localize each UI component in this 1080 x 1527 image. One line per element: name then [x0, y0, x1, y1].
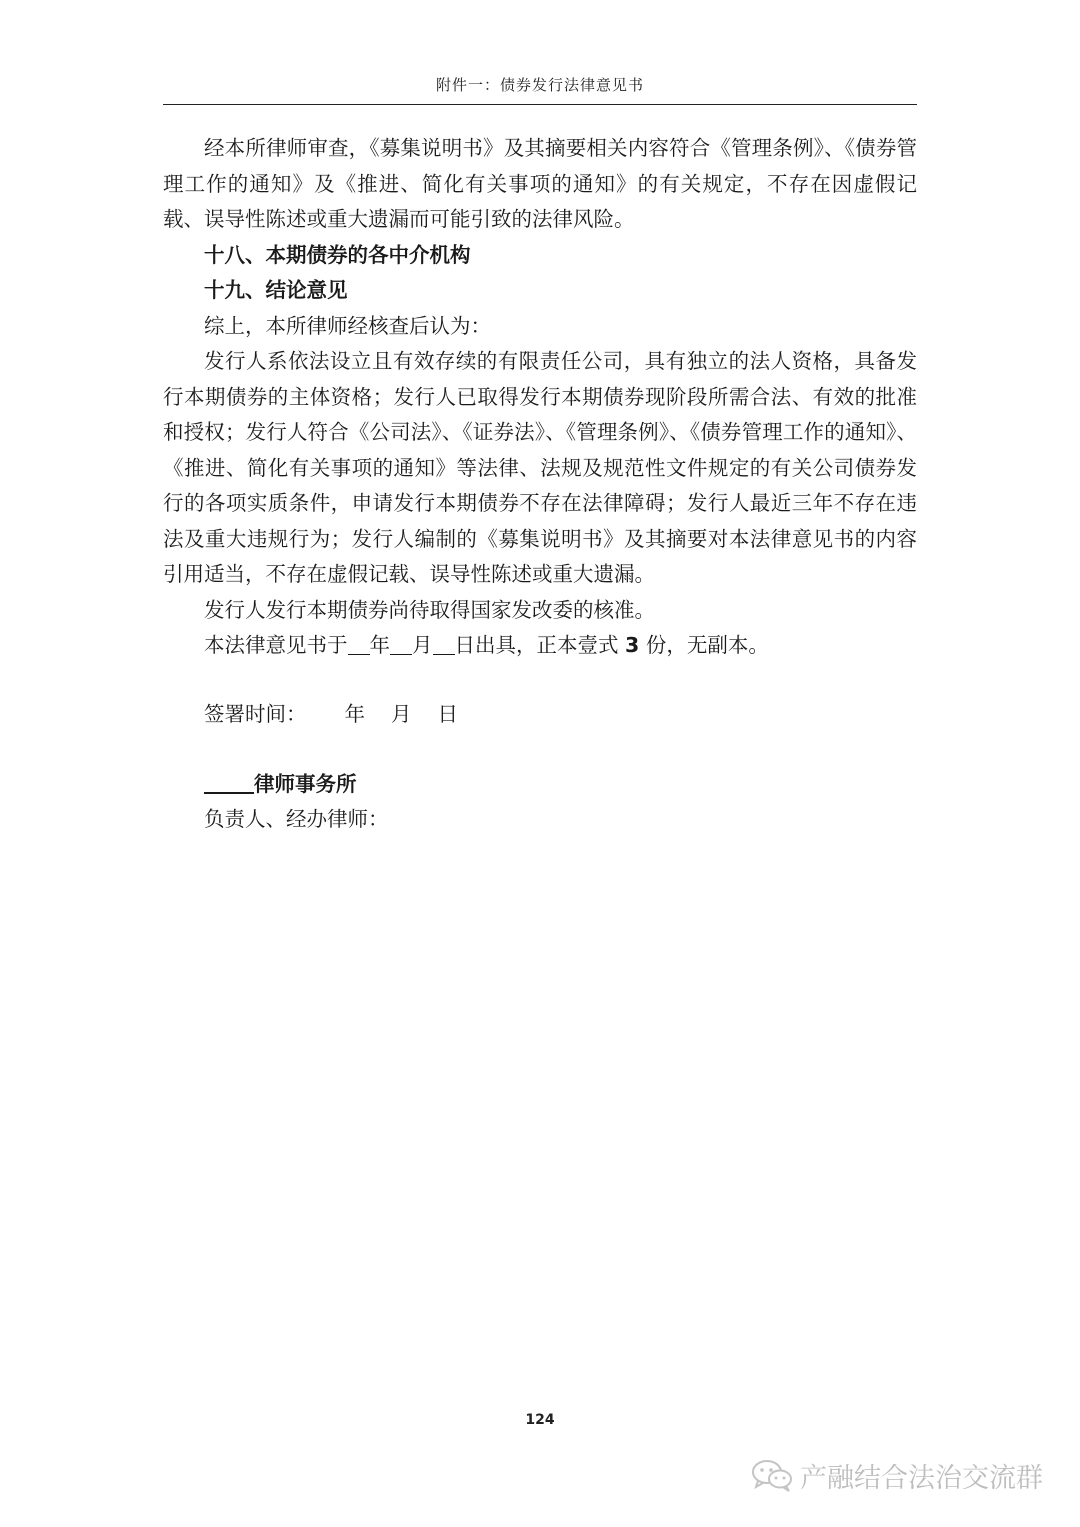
signature-year: 年 [344, 702, 365, 726]
law-firm-name: 律师事务所 [254, 772, 357, 796]
year-blank [348, 630, 370, 655]
signature-date-line [163, 697, 917, 732]
section-heading-19: 十九、结论意见 [204, 278, 348, 302]
paragraph-pending-approval: 发行人发行本期债券尚待取得国家发改委的核准。 [204, 597, 655, 622]
issue-year-label: 年 [369, 633, 390, 657]
watermark-text: 产融结合法治交流群 [800, 1462, 1043, 1494]
watermark [750, 1455, 1043, 1495]
day-blank [433, 630, 455, 655]
header-divider [163, 104, 917, 105]
paragraph-review: 经本所律师审查，《募集说明书》及其摘要相关内容符合《管理条例》、《债券管理工作的通知》及《推进、简化有关事项的通知》的有关规定，不存在因虚假记载、误导性陈述或重大遗漏而可能引致的法律风险。 [163, 136, 917, 231]
issue-month-label: 月 [412, 633, 433, 657]
issue-day-suffix: 日出具，正本壹式 [454, 633, 619, 657]
paragraph-summary-intro: 综上，本所律师经核查后认为： [204, 313, 491, 338]
signature-month: 月 [391, 702, 412, 726]
paragraph-conclusion: 发行人系依法设立且有效存续的有限责任公司，具有独立的法人资格，具备发行本期债券的主体资格；发行人已取得发行本期债券现阶段所需合法、有效的批准和授权；发行人符合《公司法》、《证券法》、《管理条例》、《债券管理工作的通知》、《推进、简化有关事项的通知》等法律、法规及规范性文件规定的有关公司债券发行的各项实质条件，申请发行本期债券不存在法律障碍；发行人最近三年不存在违法及重大违规行为；发行人编制的《募集说明书》及其摘要对本法律意见书的内容引用适当，不存在虚假记载、误导性陈述或重大遗漏。 [163, 349, 917, 586]
month-blank [390, 630, 412, 655]
responsible-lawyer-line: 负责人、经办律师： [204, 807, 389, 831]
page-header-title: 附件一：债券发行法律意见书 [435, 76, 644, 94]
signature-date-label: 签署时间： [204, 702, 307, 726]
issue-suffix: 份，无副本。 [645, 633, 769, 657]
signature-day: 日 [437, 702, 458, 726]
issue-copies-count: 3 [625, 633, 640, 657]
section-heading-18: 十八、本期债券的各中介机构 [204, 242, 471, 267]
page-number: 124 [525, 1412, 555, 1428]
document-body [163, 131, 917, 664]
law-firm-line [163, 767, 917, 802]
issue-prefix: 本法律意见书于 [204, 633, 348, 657]
paragraph-issue-date [163, 628, 917, 664]
firm-name-blank [204, 768, 254, 794]
wechat-icon [750, 1457, 794, 1493]
